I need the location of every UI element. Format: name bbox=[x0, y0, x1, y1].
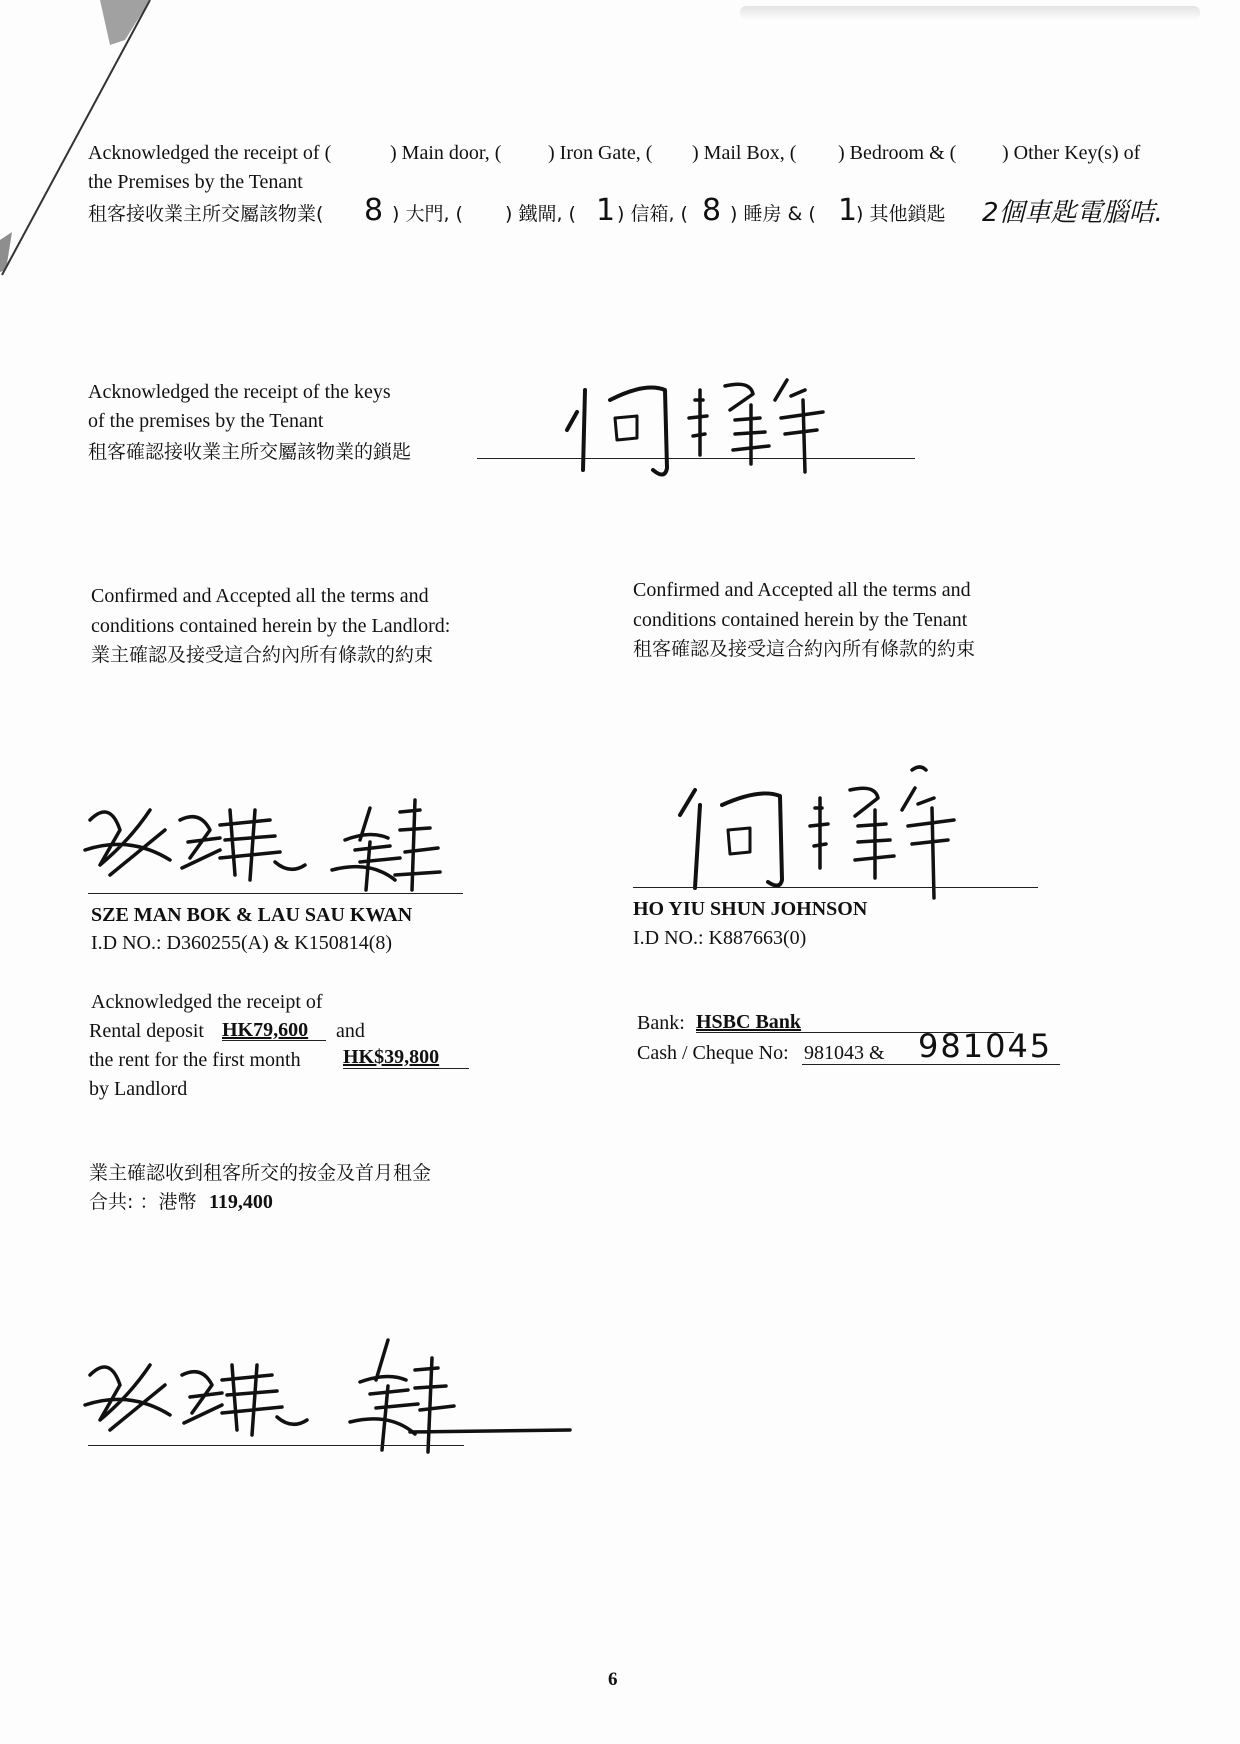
tenant-id: I.D NO.: K887663(0) bbox=[633, 927, 807, 949]
keys-zh-lead: 租客接收業主所交屬該物業( bbox=[88, 203, 324, 225]
bank-label: Bank: bbox=[637, 1012, 685, 1034]
landlord-signature-line bbox=[88, 893, 463, 894]
tenant-confirm-line2: conditions contained herein by the Tenant bbox=[633, 609, 968, 631]
deposit-amount: HK79,600 bbox=[222, 1019, 309, 1041]
keys-zh-main: ) 大門, ( bbox=[392, 203, 463, 225]
tenant-confirm-line1: Confirmed and Accepted all the terms and bbox=[633, 579, 971, 601]
cheque-label: Cash / Cheque No: bbox=[637, 1042, 789, 1064]
landlord-id: I.D NO.: D360255(A) & K150814(8) bbox=[91, 932, 393, 954]
landlord-name: SZE MAN BOK & LAU SAU KWAN bbox=[91, 904, 413, 926]
hw-other-keys-description: 2個車匙電腦咭. bbox=[982, 198, 1163, 228]
keys-main-door: ) Main door, ( bbox=[390, 142, 502, 164]
bank-name: HSBC Bank bbox=[696, 1011, 802, 1033]
keys-ack-line1: Acknowledged the receipt of the keys bbox=[88, 381, 391, 403]
deposit-line4: by Landlord bbox=[89, 1078, 188, 1100]
page-number: 6 bbox=[608, 1669, 618, 1690]
deposit-line1: Acknowledged the receipt of bbox=[91, 991, 323, 1013]
deposit-line2-suffix: and bbox=[336, 1020, 365, 1042]
keys-zh-mail: ) 信箱, ( bbox=[617, 203, 688, 225]
deposit-line2-prefix: Rental deposit bbox=[89, 1020, 204, 1042]
hw-main-door-count: 8 bbox=[364, 193, 384, 228]
scan-shadow bbox=[740, 6, 1200, 20]
cheque-numbers: 981043 & bbox=[804, 1042, 885, 1064]
landlord-confirm-line2: conditions contained herein by the Landlord: bbox=[91, 615, 451, 637]
cheque-underline bbox=[802, 1064, 1060, 1065]
keys-line2: the Premises by the Tenant bbox=[88, 171, 303, 193]
keys-line1-a: Acknowledged the receipt of ( bbox=[88, 142, 332, 164]
hw-cheque-number: 981045 bbox=[918, 1027, 1053, 1065]
tenant-signature-1 bbox=[555, 360, 845, 480]
landlord-bottom-signature-line bbox=[88, 1445, 464, 1446]
landlord-confirm-line3: 業主確認及接受這合約內所有條款的約束 bbox=[91, 644, 434, 666]
tenant-confirm-line3: 租客確認及接受這合約內所有條款的約束 bbox=[633, 638, 976, 660]
tenant-signature-line bbox=[633, 887, 1038, 888]
keys-ack-line3: 租客確認接收業主所交屬該物業的鎖匙 bbox=[88, 441, 412, 463]
hw-bedroom-count: 8 bbox=[702, 193, 722, 228]
tenant-name: HO YIU SHUN JOHNSON bbox=[633, 898, 868, 920]
keys-ack-line2: of the premises by the Tenant bbox=[88, 410, 324, 432]
rent-amount-underline bbox=[343, 1068, 469, 1069]
deposit-line3-prefix: the rent for the first month bbox=[89, 1049, 301, 1071]
keys-bedroom: ) Bedroom & ( bbox=[838, 142, 957, 164]
deposit-zh-line2-prefix: 合共: ：港幣 bbox=[89, 1191, 197, 1213]
landlord-confirm-line1: Confirmed and Accepted all the terms and bbox=[91, 585, 429, 607]
landlord-signature-2 bbox=[70, 1330, 510, 1460]
keys-mail-box: ) Mail Box, ( bbox=[692, 142, 797, 164]
hw-other-count: 1 bbox=[838, 193, 858, 228]
keys-zh-bed: ) 睡房 & ( bbox=[730, 203, 816, 225]
keys-zh-other: ) 其他鎖匙 bbox=[856, 203, 946, 225]
keys-iron-gate: ) Iron Gate, ( bbox=[548, 142, 653, 164]
hw-mail-count: 1 bbox=[596, 193, 616, 228]
keys-other: ) Other Key(s) of bbox=[1002, 142, 1141, 164]
keys-zh-gate: ) 鐵閘, ( bbox=[505, 203, 576, 225]
deposit-zh-line1: 業主確認收到租客所交的按金及首月租金 bbox=[89, 1162, 432, 1184]
scan-edge-mark bbox=[0, 0, 160, 280]
rent-amount: HK$39,800 bbox=[343, 1046, 440, 1068]
landlord-signature-1 bbox=[70, 780, 470, 900]
deposit-amount-underline bbox=[222, 1040, 326, 1041]
deposit-zh-total: 119,400 bbox=[209, 1191, 273, 1213]
